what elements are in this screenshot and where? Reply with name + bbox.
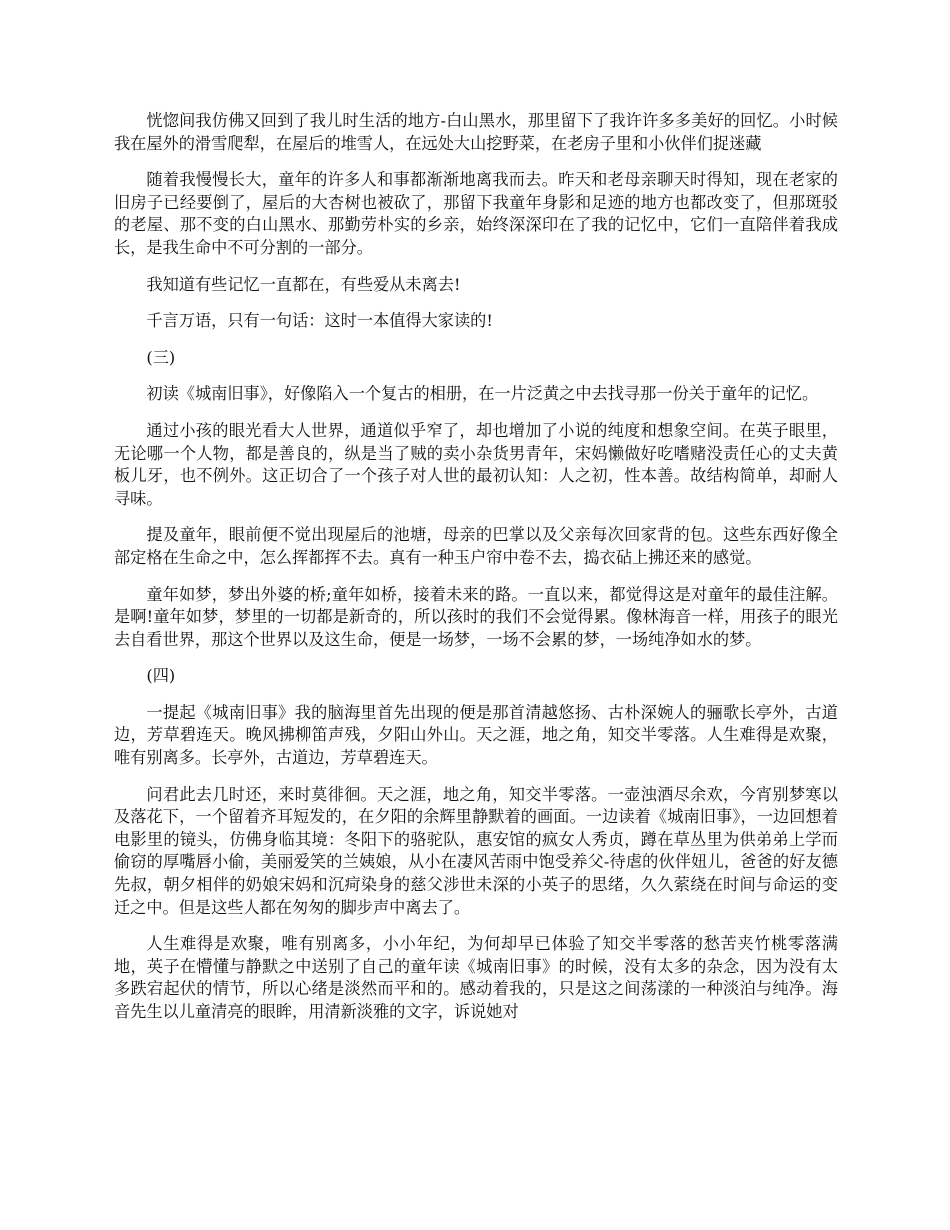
section-heading: (四): [146, 666, 176, 686]
paragraph: 我知道有些记忆一直都在，有些爱从未离去!: [146, 274, 461, 294]
paragraph: 童年如梦，梦出外婆的桥;童年如桥，接着未来的路。一直以来，都觉得这是对童年的最佳注解。是啊!童年如梦，梦里的一切都是新奇的，所以孩时的我们不会觉得累。像林海音一样，用孩子的眼光去自看世界，那这个世界以及这生命，便是一场梦，一场不会累的梦，一场纯净如水的梦。: [114, 584, 838, 649]
section-heading: (三): [146, 347, 176, 367]
paragraph: 恍惚间我仿佛又回到了我儿时生活的地方-白山黑水，那里留下了我许许多多美好的回忆。小时候我在屋外的滑雪爬犁，在屋后的堆雪人，在远处大山挖野菜，在老房子里和小伙伴们捉迷藏: [114, 111, 838, 153]
document-body: [114, 110, 838, 1038]
paragraph: 人生难得是欢聚，唯有别离多，小小年纪，为何却早已体验了知交半零落的愁苦夹竹桃零落满地，英子在懵懂与静默之中送别了自己的童年读《城南旧事》的时候，没有太多的杂念，因为没有太多跌宕起伏的情节，所以心绪是淡然而平和的。感动着我的，只是这之间荡漾的一种淡泊与纯净。海音先生以儿童清亮的眼眸，用清新淡雅的文字，诉说她对: [114, 934, 838, 1021]
paragraph: 问君此去几时还，来时莫徘徊。天之涯，地之角，知交半零落。一壶浊酒尽余欢，今宵别梦寒以及落花下，一个留着齐耳短发的，在夕阳的余辉里静默着的画面。一边读着《城南旧事》，一边回想着电影里的镜头，仿佛身临其境：冬阳下的骆驼队，惠安馆的疯女人秀贞，蹲在草丛里为供弟弟上学而偷窃的厚嘴唇小偷，美丽爱笑的兰姨娘，从小在凄风苦雨中饱受养父-待虐的伙伴妞儿，爸爸的好友德先叔，朝夕相伴的奶娘宋妈和沉疴染身的慈父涉世未深的小英子的思绪，久久萦绕在时间与命运的变迁之中。但是这些人都在匆匆的脚步声中离去了。: [114, 784, 838, 917]
paragraph: 提及童年，眼前便不觉出现屋后的池塘，母亲的巴掌以及父亲每次回家背的包。这些东西好像全部定格在生命之中，怎么挥都挥不去。真有一种玉户帘中卷不去，捣衣砧上拂还来的感觉。: [114, 525, 838, 567]
paragraph: 随着我慢慢长大，童年的许多人和事都渐渐地离我而去。昨天和老母亲聊天时得知，现在老家的旧房子已经要倒了，屋后的大杏树也被砍了，那留下我童年身影和足迹的地方也都改变了，但那斑驳的老屋、那不变的白山黑水、那勤劳朴实的乡亲，始终深深印在了我的记忆中，它们一直陪伴着我成长，是我生命中不可分割的一部分。: [114, 170, 838, 257]
paragraph: 初读《城南旧事》，好像陷入一个复古的相册，在一片泛黄之中去找寻那一份关于童年的记忆。: [146, 384, 819, 404]
paragraph: 千言万语，只有一句话：这时一本值得大家读的!: [146, 311, 493, 331]
paragraph: 通过小孩的眼光看大人世界，通道似乎窄了，却也增加了小说的纯度和想象空间。在英子眼里，无论哪一个人物，都是善良的，纵是当了贼的卖小杂货男青年，宋妈懒做好吃嗜赌没责任心的丈夫黄板儿牙，也不例外。这正切合了一个孩子对人世的最初认知：人之初，性本善。故结构简单，却耐人寻味。: [114, 420, 838, 508]
paragraph: 一提起《城南旧事》我的脑海里首先出现的便是那首清越悠扬、古朴深婉人的骊歌长亭外，古道边，芳草碧连天。晚风拂柳笛声残，夕阳山外山。天之涯，地之角，知交半零落。人生难得是欢聚，唯有别离多。长亭外，古道边，芳草碧连天。: [114, 702, 838, 768]
